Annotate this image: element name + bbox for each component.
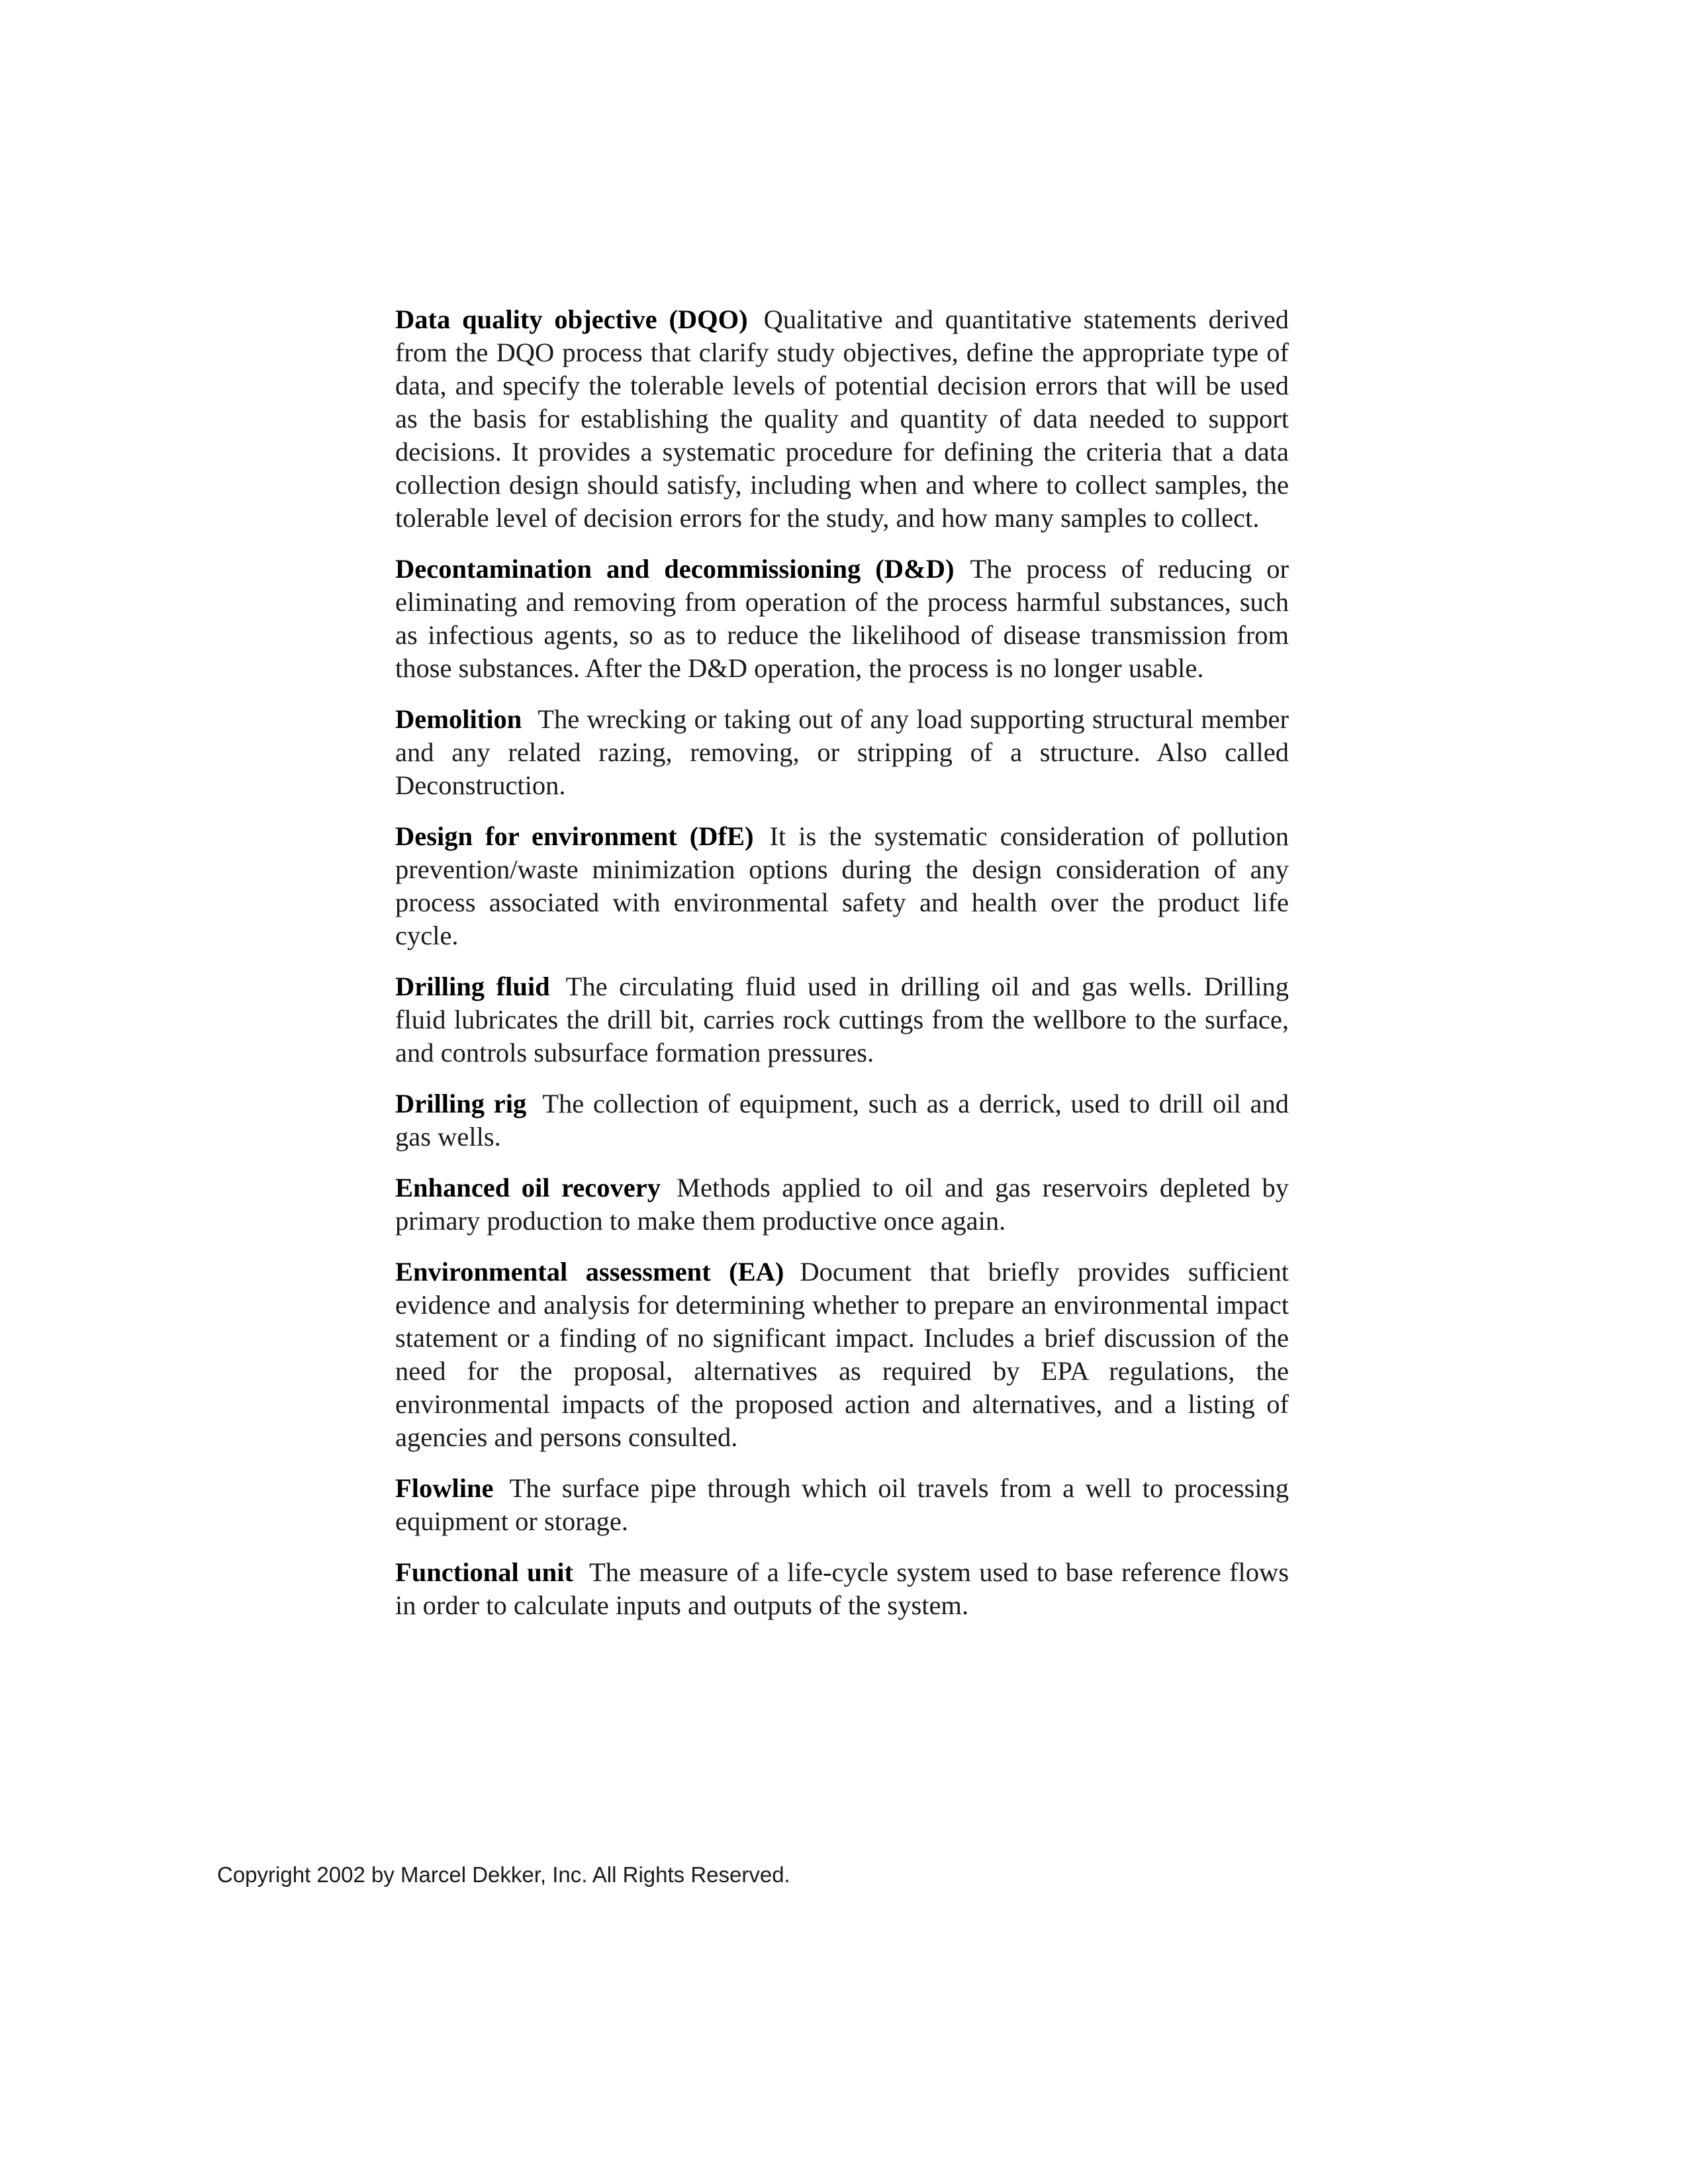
- glossary-entry-functional-unit: [395, 1556, 1289, 1622]
- glossary-term: Drilling fluid: [395, 972, 550, 1001]
- glossary-term: Enhanced oil recovery: [395, 1173, 661, 1203]
- glossary-definition: The surface pipe through which oil travels from a well to processing equipment or storage.: [395, 1473, 1289, 1536]
- glossary-entry-ea: [395, 1255, 1289, 1454]
- glossary-entry-dfe: [395, 820, 1289, 952]
- glossary-definition: Qualitative and quantitative statements derived from the DQO process that clarify study objectives, define the appropriate type of data, and specify the tolerable levels of potential decision errors that will be used as the basis for establishing the quality and quantity of data needed to support decisions. It provides a systematic procedure for defining the criteria that a data collection design should satisfy, including when and where to collect samples, the tolerable level of decision errors for the study, and how many samples to collect.: [395, 304, 1289, 533]
- glossary-term: Demolition: [395, 704, 522, 734]
- copyright-footer: Copyright 2002 by Marcel Dekker, Inc. All Rights Reserved.: [217, 1862, 790, 1887]
- glossary-section: [395, 303, 1289, 1640]
- glossary-term: Design for environment (DfE): [395, 821, 754, 851]
- glossary-term: Drilling rig: [395, 1089, 527, 1118]
- glossary-definition: Methods applied to oil and gas reservoirs depleted by primary production to make them productive once again.: [395, 1173, 1289, 1236]
- glossary-entry-demolition: [395, 703, 1289, 802]
- glossary-definition: The wrecking or taking out of any load supporting structural member and any related razing, removing, or stripping of a structure. Also called Deconstruction.: [395, 704, 1289, 800]
- glossary-term: Flowline: [395, 1473, 494, 1503]
- glossary-definition: Document that briefly provides sufficient evidence and analysis for determining whether to prepare an environmental impact statement or a finding of no significant impact. Includes a brief discussion of the need for the proposal, alternatives as required by EPA regulations, the environmental impacts of the proposed action and alternatives, and a listing of agencies and persons consulted.: [395, 1257, 1289, 1452]
- glossary-entry-drilling-rig: [395, 1087, 1289, 1154]
- glossary-term: Functional unit: [395, 1557, 573, 1587]
- glossary-entry-dqo: [395, 303, 1289, 535]
- glossary-entry-flowline: [395, 1472, 1289, 1538]
- glossary-definition: The circulating fluid used in drilling oil and gas wells. Drilling fluid lubricates the drill bit, carries rock cuttings from the wellbore to the surface, and controls subsurface formation pressures.: [395, 972, 1289, 1068]
- glossary-term: Environmental assessment (EA): [395, 1257, 784, 1287]
- glossary-term: Data quality objective (DQO): [395, 304, 748, 334]
- glossary-definition: It is the systematic consideration of pollution prevention/waste minimization options during the design consideration of any process associated with environmental safety and health over the product life cycle.: [395, 821, 1289, 950]
- glossary-definition: The measure of a life-cycle system used to base reference flows in order to calculate inputs and outputs of the system.: [395, 1557, 1289, 1620]
- glossary-definition: The process of reducing or eliminating and removing from operation of the process harmful substances, such as infectious agents, so as to reduce the likelihood of disease transmission from those substances. After the D&D operation, the process is no longer usable.: [395, 554, 1289, 683]
- glossary-entry-dd: [395, 553, 1289, 685]
- glossary-entry-drilling-fluid: [395, 970, 1289, 1069]
- glossary-entry-enhanced-oil-recovery: [395, 1171, 1289, 1238]
- glossary-definition: The collection of equipment, such as a derrick, used to drill oil and gas wells.: [395, 1089, 1289, 1152]
- glossary-term: Decontamination and decommissioning (D&D): [395, 554, 955, 584]
